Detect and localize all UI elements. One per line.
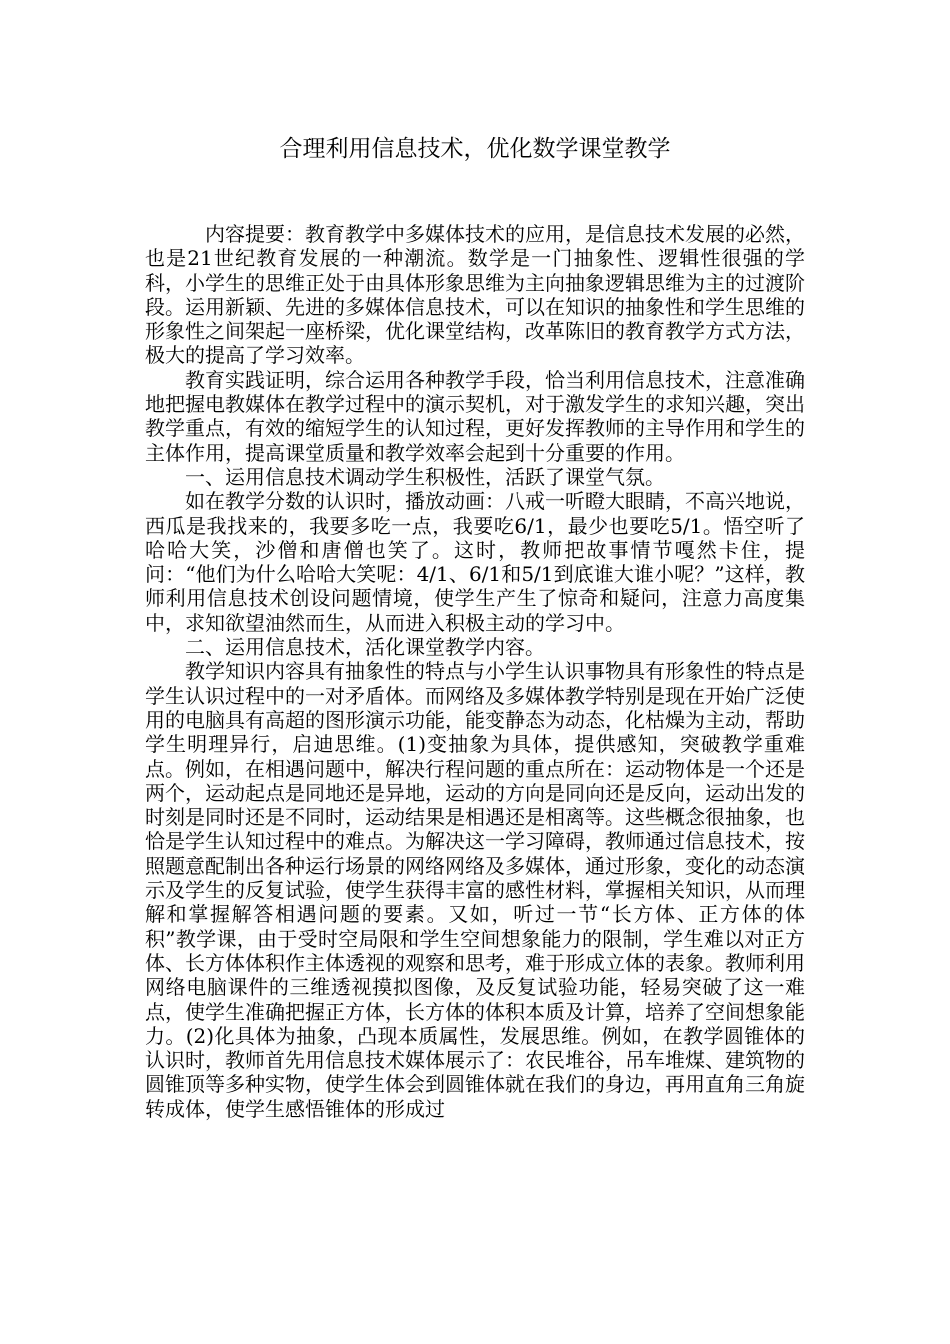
paragraph-example-fractions: 如在教学分数的认识时，播放动画：八戒一听瞪大眼睛，不高兴地说，西瓜是我找来的，我要多吃一点，我要吃6/1，最少也要吃5/1。悟空听了哈哈大笑，沙僧和唐僧也笑了。这时，教师把故事情节嘎然卡住，提问：“他们为什么哈哈大笑呢：4/1、6/1和5/1到底谁大谁小呢？”这样，教师利用信息技术创设问题情境，使学生产生了惊奇和疑问，注意力高度集中，求知欲望油然而生，从而进入积极主动的学习中。 <box>145 489 805 635</box>
paragraph-intro: 教育实践证明，综合运用各种教学手段，恰当利用信息技术，注意准确地把握电教媒体在教学过程中的演示契机，对于激发学生的求知兴趣，突出教学重点，有效的缩短学生的认知过程，更好发挥教师的主导作用和学生的主体作用，提高课堂质量和教学效率会起到十分重要的作用。 <box>145 367 805 465</box>
section-heading-1: 一、运用信息技术调动学生积极性，活跃了课堂气氛。 <box>185 464 665 489</box>
paragraph-abstract: 内容提要：教育教学中多媒体技术的应用，是信息技术发展的必然，也是21世纪教育发展的一种潮流。数学是一门抽象性、逻辑性很强的学科，小学生的思维正处于由具体形象思维为主向抽象逻辑思维为主的过渡阶段。运用新颖、先进的多媒体信息技术，可以在知识的抽象性和学生思维的形象性之间架起一座桥梁，优化课堂结构，改革陈旧的教育教学方式方法，极大的提高了学习效率。 <box>145 222 805 368</box>
document-title: 合理利用信息技术，优化数学课堂教学 <box>279 136 671 162</box>
section-heading-2: 二、运用信息技术，活化课堂教学内容。 <box>185 635 545 660</box>
paragraph-content: 教学知识内容具有抽象性的特点与小学生认识事物具有形象性的特点是学生认识过程中的一对矛盾体。而网络及多媒体教学特别是现在开始广泛使用的电脑具有高超的图形演示功能，能变静态为动态，化枯燥为主动，帮助学生明理异行，启迪思维。(1)变抽象为具体，提供感知，突破教学重难点。例如，在相遇问题中，解决行程问题的重点所在：运动物体是一个还是两个，运动起点是同地还是异地，运动的方向是同向还是反向，运动出发的时刻是同时还是不同时，运动结果是相遇还是相离等。这些概念很抽象，也恰是学生认知过程中的难点。为解决这一学习障碍，教师通过信息技术，按照题意配制出各种运行场景的网络网络及多媒体，通过形象，变化的动态演示及学生的反复试验，使学生获得丰富的感性材料，掌握相关知识，从而理解和掌握解答相遇问题的要素。又如，听过一节“长方体、正方体的体积”教学课，由于受时空局限和学生空间想象能力的限制，学生难以对正方体、长方体体积作主体透视的观察和思考，难于形成立体的表象。教师利用网络电脑课件的三维透视摸拟图像，及反复试验功能，轻易突破了这一难点，使学生准确把握正方体，长方体的体积本质及计算，培养了空间想象能力。(2)化具体为抽象，凸现本质属性，发展思维。例如，在教学圆锥体的认识时，教师首先用信息技术媒体展示了：农民堆谷，吊车堆煤、建筑物的圆锥顶等多种实物，使学生体会到圆锥体就在我们的身边，再用直角三角旋转成体，使学生感悟锥体的形成过 <box>145 659 805 1121</box>
document-body <box>145 222 805 1121</box>
